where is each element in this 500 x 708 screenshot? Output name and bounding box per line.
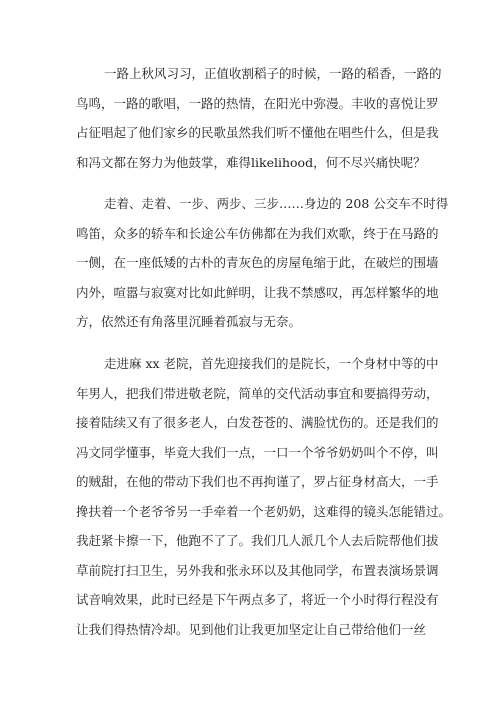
- paragraph-3-line-6: 搀扶着一个老爷爷另一手牵着一个老奶奶，这难得的镜头怎能错过。: [76, 503, 452, 519]
- paragraph-2-line-2: 鸣笛，众多的轿车和长途公车仿佛都在为我们欢歌，终于在马路的: [76, 225, 439, 241]
- paragraph-1-line-1: 一路上秋风习习，正值收割稻子的时候，一路的稻香，一路的: [104, 66, 442, 81]
- paragraph-3-line-4: 冯文同学懂事，毕竟大我们一点，一口一个爷爷奶奶叫个不停，叫: [76, 444, 439, 460]
- paragraph-3-line-1: 走进麻 xx 老院，首先迎接我们的是院长，一个身材中等的中: [104, 356, 439, 371]
- paragraph-3-line-8: 草前院打扫卫生，另外我和张永环以及其他同学，布置表演场景调: [76, 562, 439, 578]
- paragraph-2-line-4: 内外，喧嚣与寂寞对比如此鲜明，让我不禁感叹，再怎样繁华的地: [76, 284, 439, 300]
- paragraph-1-line-2: 鸟鸣，一路的歌唱，一路的热情，在阳光中弥漫。丰收的喜悦让罗: [76, 95, 439, 111]
- paragraph-3-line-7: 我赶紧卡擦一下，他跑不了了。我们几人派几个人去后院帮他们拔: [76, 533, 439, 548]
- paragraph-2: [76, 189, 449, 337]
- paragraph-3-line-9: 试音响效果，此时已经是下午两点多了，将近一个小时得行程没有: [76, 592, 439, 607]
- paragraph-1-line-3: 占征唱起了他们家乡的民歌虽然我们听不懂他在唱些什么，但是我: [76, 125, 439, 140]
- paragraph-3: [76, 349, 452, 644]
- paragraph-3-line-10: 让我们得热情冷却。见到他们让我更加坚定让自己带给他们一丝: [76, 621, 427, 637]
- paragraph-1: [76, 59, 442, 177]
- paragraph-2-line-3: 一侧，在一座低矮的古朴的青灰色的房屋龟缩于此，在破烂的围墙: [76, 255, 439, 270]
- paragraph-2-line-1: 走着、走着、一步、两步、三步……身边的 208 公交车不时得: [104, 196, 449, 211]
- paragraph-1-line-4: 和冯文都在努力为他鼓掌，难得likelihood，何不尽兴痛快呢？: [76, 154, 426, 170]
- paragraph-3-line-2: 年男人，把我们带进敬老院，简单的交代活动事宜和要搞得劳动，: [76, 385, 439, 401]
- paragraph-2-line-5: 方，依然还有角落里沉睡着孤寂与无奈。: [76, 314, 302, 329]
- paragraph-3-line-3: 接着陆续又有了很多老人，白发苍苍的、满脸忧伤的。还是我们的: [76, 415, 439, 430]
- paragraph-3-line-5: 的贼甜，在他的带动下我们也不再拘谨了，罗占征身材高大，一手: [76, 474, 439, 489]
